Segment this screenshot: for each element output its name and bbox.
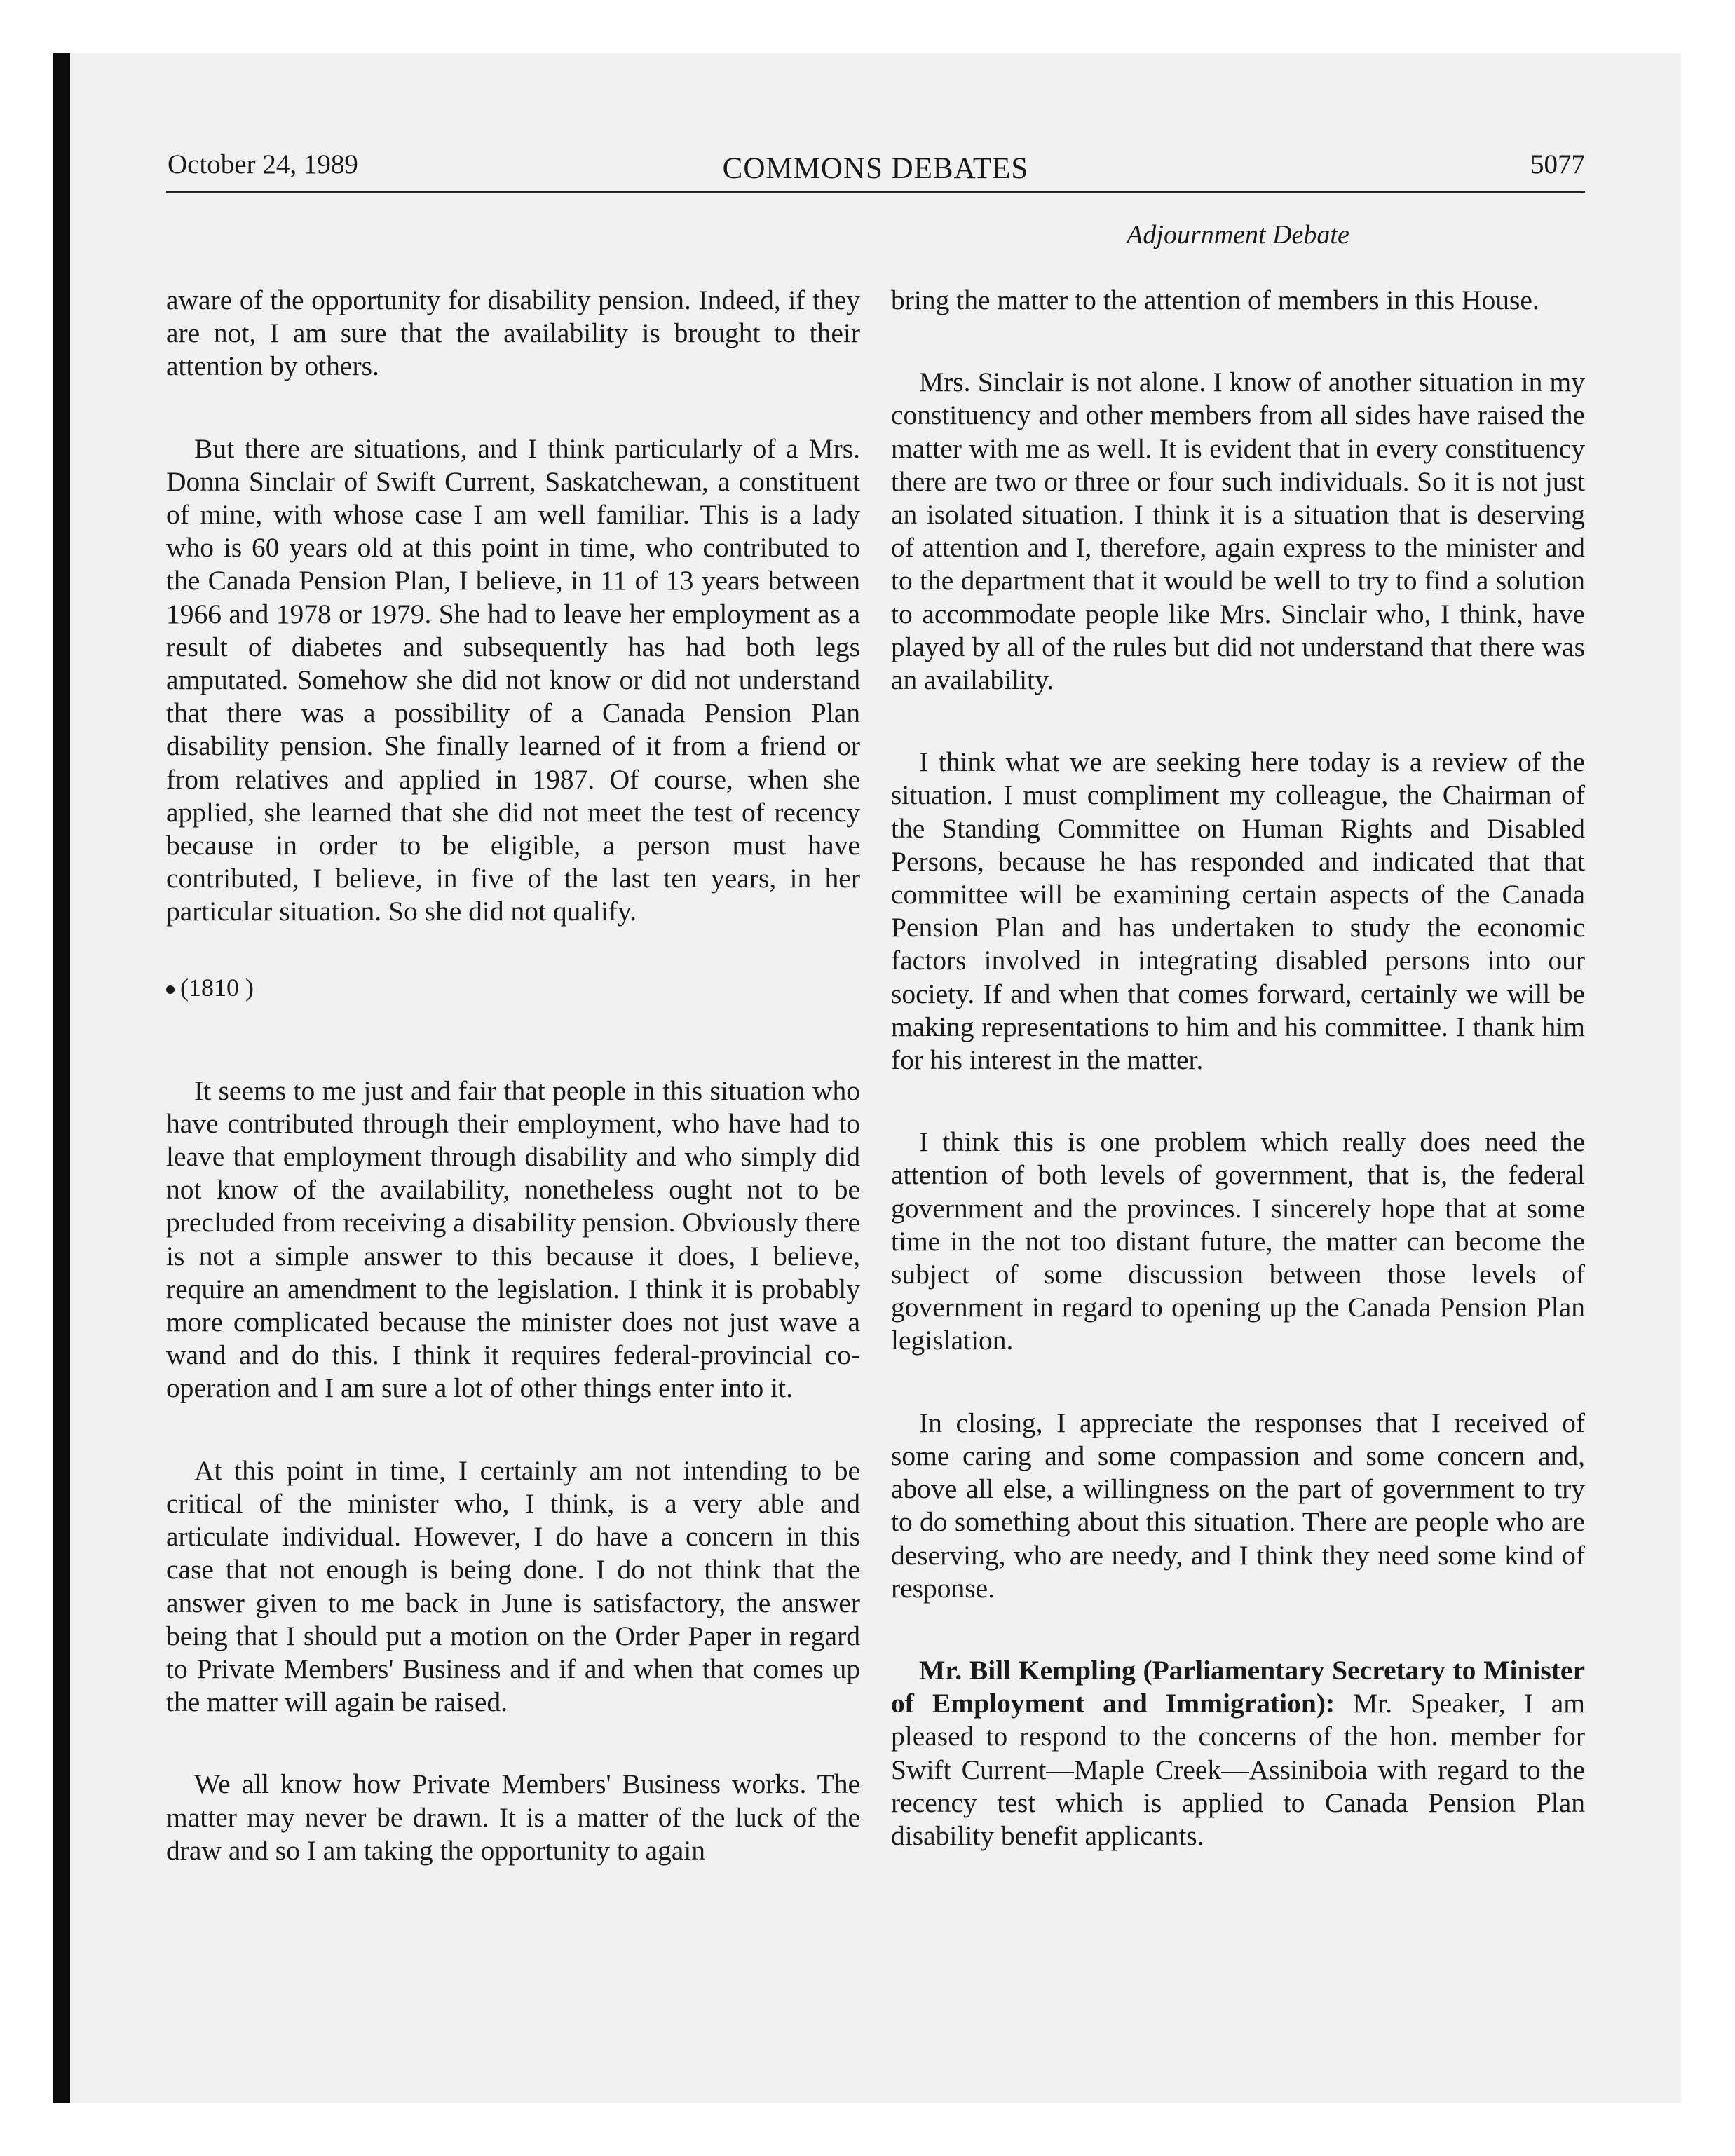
- section-title: Adjournment Debate: [1127, 220, 1349, 250]
- header-page-number: 5077: [1530, 149, 1585, 179]
- left-column-top-space: [166, 193, 860, 284]
- time-marker-text: (1810 ): [180, 973, 254, 1002]
- right-column: [891, 193, 1585, 1867]
- header-journal-title: COMMONS DEBATES: [722, 152, 1029, 185]
- header-date: October 24, 1989: [168, 149, 358, 179]
- paragraph: bring the matter to the attention of members in this House.: [891, 285, 1539, 315]
- paragraph: In closing, I appreciate the responses that I received of some caring and some compassion and some concern and, above all else, a willingness on the part of government to try to do something about this situation. There are people who are deserving, who are needy, and I think they need some kind of response.: [891, 1407, 1585, 1604]
- speech-paragraph: [891, 1654, 1585, 1853]
- paragraph: aware of the opportunity for disability pension. Indeed, if they are not, I am sure that the availability is brought to their attention by others.: [166, 285, 860, 382]
- paragraph: Mrs. Sinclair is not alone. I know of another situation in my constituency and other members from all sides have raised the matter with me as well. It is evident that in every constituency there are two or three or four such individuals. So it is not just an isolated situation. I think it is a situation that is deserving of attention and I, therefore, again express to the minister and to the department that it would be well to try to find a solution to accommodate people like Mrs. Sinclair who, I think, have played by all of the rules but did not understand that there was an availability.: [891, 367, 1585, 696]
- paragraph: We all know how Private Members' Business works. The matter may never be drawn. It is a matter of the luck of the draw and so I am taking the opportunity to again: [166, 1768, 860, 1866]
- paragraph: But there are situations, and I think particularly of a Mrs. Donna Sinclair of Swift Current, Saskatchewan, a constituent of mine, with whose case I am well familiar. This is a lady who is 60 years old at this point in time, who contributed to the Canada Pension Plan, I believe, in 11 of 13 years between 1966 and 1978 or 1979. She had to leave her employment as a result of diabetes and subsequently has had both legs amputated. Somehow she did not know or did not understand that there was a possibility of a Canada Pension Plan disability pension. She finally learned of it from a friend or from relatives and applied in 1987. Of course, when she applied, she learned that she did not meet the test of recency because in order to be eligible, a person must have contributed, I believe, in five of the last ten years, in her particular situation. So she did not qualify.: [166, 432, 860, 927]
- left-column: [166, 193, 860, 1867]
- bullet-icon: [166, 985, 175, 994]
- speech-text: Mr. Speaker, I am pleased to respond to the concerns of the hon. member for Swift Current—Maple Creek—Assiniboia with regard to the recency test which is applied to Canada Pension Plan disability benefit applicants.: [891, 1688, 1585, 1851]
- speaker-name: Mr. Bill Kempling (Parliamentary Secretary to Minister of Employment and Immigration):: [891, 1654, 1585, 1719]
- scan-edge-bar: [53, 53, 70, 2103]
- paragraph: I think this is one problem which really does need the attention of both levels of government, that is, the federal government and the provinces. I sincerely hope that at some time in the not too distant future, the matter can become the subject of some discussion between those levels of government in regard to opening up the Canada Pension Plan legislation.: [891, 1126, 1585, 1356]
- running-header: [166, 146, 1585, 193]
- paragraph: It seems to me just and fair that people in this situation who have contributed through their employment, who have had to leave that employment through disability and who simply did not know of the availability, nonetheless ought not to be precluded from receiving a disability pension. Obviously there is not a simple answer to this because it does, I believe, require an amendment to the legislation. I think it is probably more complicated because the minister does not just wave a wand and do this. I think it requires federal-provincial co-operation and I am sure a lot of other things enter into it.: [166, 1074, 860, 1404]
- paragraph: I think what we are seeking here today is a review of the situation. I must compliment my colleague, the Chairman of the Standing Committee on Human Rights and Disabled Persons, because he has responded and indicated that that committee will be examining certain aspects of the Canada Pension Plan and has undertaken to study the economic factors involved in integrating disabled persons into our society. If and when that comes forward, certainly we will be making representations to him and his committee. I thank him for his interest in the matter.: [891, 746, 1585, 1076]
- paragraph: At this point in time, I certainly am not intending to be critical of the minister who, I think, is a very able and articulate individual. However, I do have a concern in this case that not enough is being done. I do not think that the answer given to me back in June is satisfactory, the answer being that I should put a motion on the Order Paper in regard to Private Members' Business and if and when that comes up the matter will again be raised.: [166, 1454, 860, 1718]
- two-column-body: [166, 193, 1585, 1867]
- document-page: [166, 146, 1585, 1867]
- time-marker: [166, 971, 860, 1004]
